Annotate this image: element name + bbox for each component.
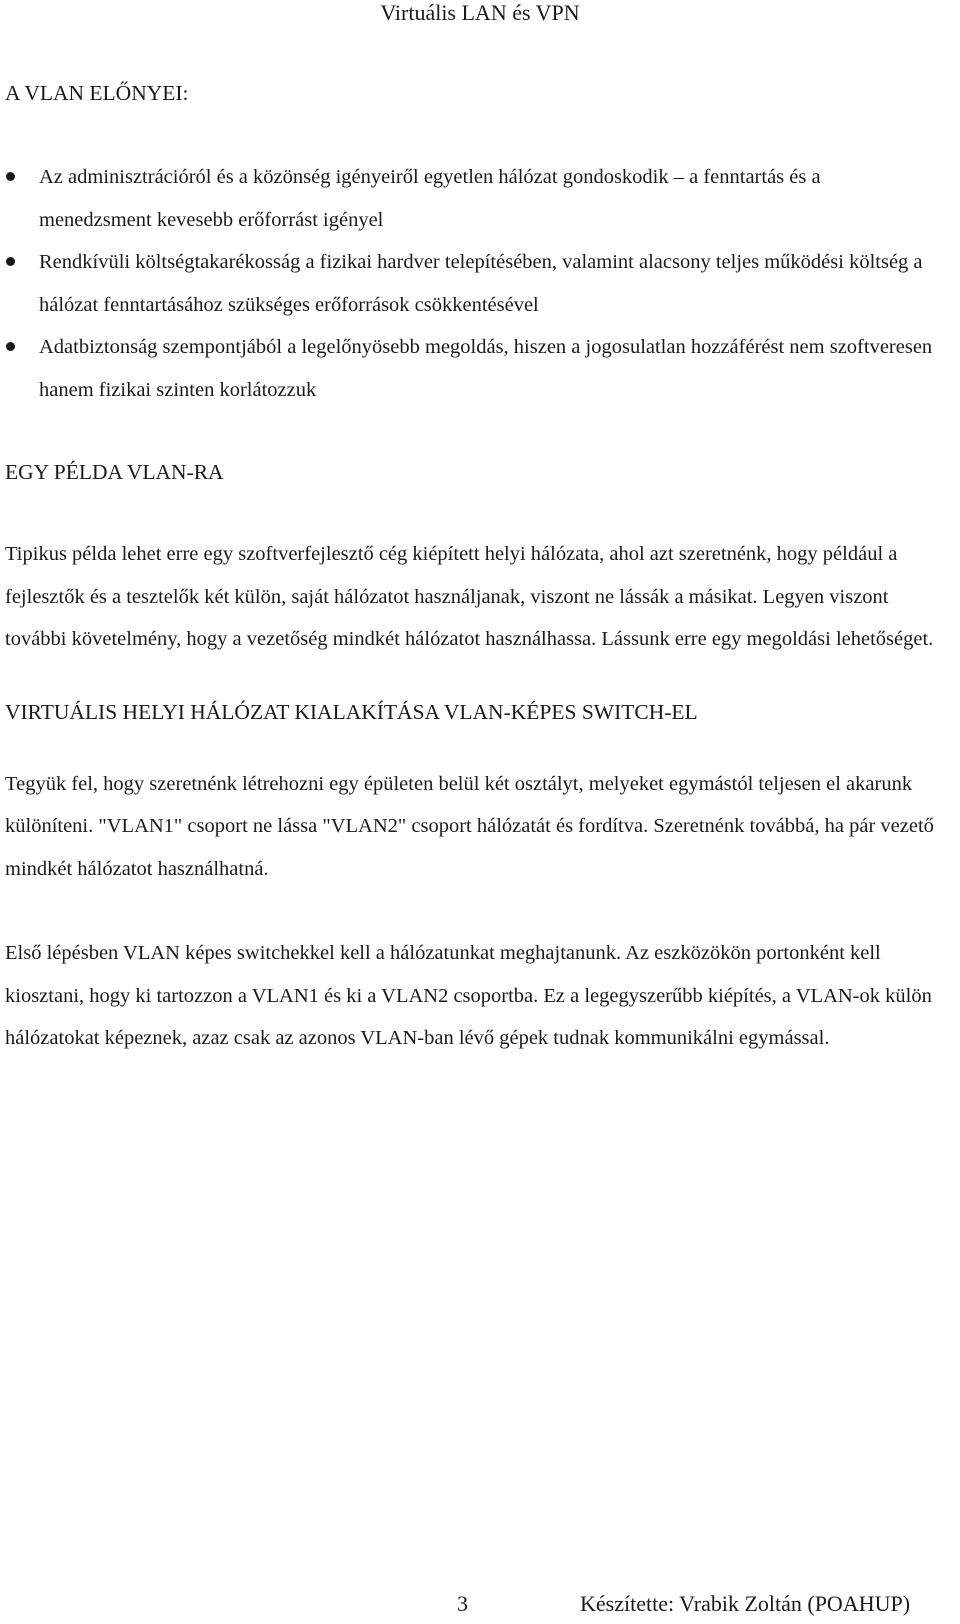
example-paragraph: Tipikus példa lehet erre egy szoftverfejlesztő cég kiépített helyi hálózata, ahol azt szeretnénk, hogy például a fejlesztők és a tesztelők két külön, saját hálózatot használjanak, viszont ne lássák a másikat. Legyen viszont további követelmény, hogy a vezetőség mindkét hálózatot használhassa. Lássunk erre egy megoldási lehetőséget. [5,543,934,650]
document-body [5,72,937,1060]
advantages-list [5,156,937,411]
document-title: Virtuális LAN és VPN [380,0,580,25]
page-number: 3 [457,1591,468,1616]
page-footer [0,1589,960,1619]
advantage-item: Adatbiztonság szempontjából a legelőnyösebb megoldás, hiszen a jogosulatlan hozzáférést nem szoftveresen hanem fizikai szinten korlátozzuk [5,326,937,411]
page-header [0,0,960,26]
example-heading: EGY PÉLDA VLAN-RA [5,460,224,484]
vlan-switch-heading: VIRTUÁLIS HELYI HÁLÓZAT KIALAKÍTÁSA VLAN-KÉPES SWITCH-EL [5,699,698,724]
author-credit: Készítette: Vrabik Zoltán (POAHUP) [580,1591,911,1616]
advantage-item: Az adminisztrációról és a közönség igényeiről egyetlen hálózat gondoskodik – a fenntartás és a menedzsment kevesebb erőforrást igényel [5,156,937,241]
advantage-item: Rendkívüli költségtakarékosság a fizikai hardver telepítésében, valamint alacsony teljes működési költség a hálózat fenntartásához szükséges erőforrások csökkentésével [5,241,937,326]
advantages-heading: A VLAN ELŐNYEI: [5,81,189,105]
vlan-switch-paragraph-1: Tegyük fel, hogy szeretnénk létrehozni egy épületen belül két osztályt, melyeket egymástól teljesen el akarunk különíteni. "VLAN1" csoport ne lássa "VLAN2" csoport hálózatát és fordítva. Szeretnénk továbbá, ha pár vezető mindkét hálózatot használhatná. [5,772,934,880]
vlan-switch-paragraph-2: Első lépésben VLAN képes switchekkel kell a hálózatunkat meghajtanunk. Az eszközökön portonként kell kiosztani, hogy ki tartozzon a VLAN1 és ki a VLAN2 csoportba. Ez a legegyszerűbb kiépítés, a VLAN-ok külön hálózatokat képeznek, azaz csak az azonos VLAN-ban lévő gépek tudnak kommunikálni egymással. [5,942,932,1049]
